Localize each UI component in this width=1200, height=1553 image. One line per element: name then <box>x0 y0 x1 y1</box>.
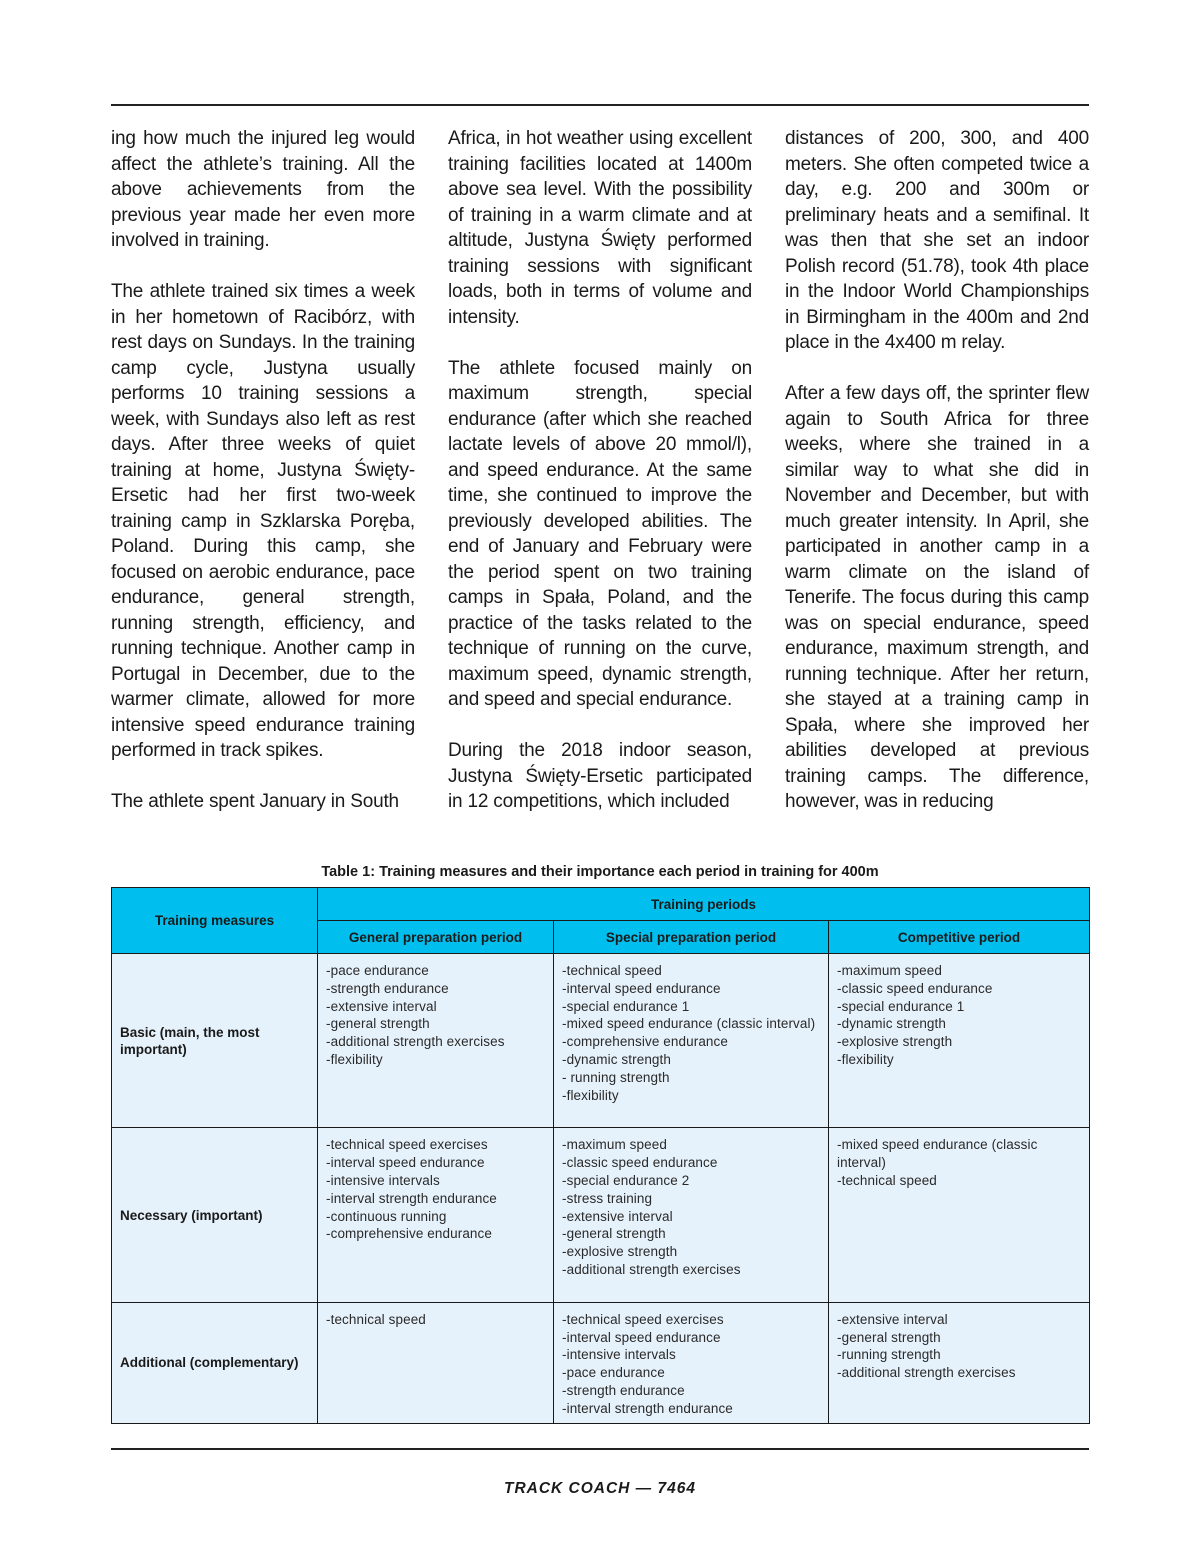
table-cell-item: -comprehensive endurance <box>562 1034 728 1050</box>
table-cell-item: - running strength <box>562 1069 670 1085</box>
table-cell-item: -interval speed endurance <box>562 1329 721 1345</box>
table-cell-item: -special endurance 2 <box>562 1173 690 1188</box>
table-cell-item: -technical speed <box>326 1311 426 1327</box>
table-cell-item: -additional strength exercises <box>326 1034 505 1050</box>
table-cell-item: -special endurance 1 <box>837 998 965 1014</box>
header-training-measures: Training measures <box>112 888 318 954</box>
text-column-2 <box>448 126 752 840</box>
header-special-period: Special preparation period <box>554 921 829 954</box>
cell-competitive <box>829 1128 1090 1302</box>
table-cell-item: -extensive interval <box>562 1208 673 1224</box>
table-cell-item: -strength endurance <box>326 980 449 996</box>
top-rule <box>111 104 1089 106</box>
table-cell-item: -explosive strength <box>562 1244 678 1260</box>
table-cell-item: -technical speed <box>837 1173 937 1188</box>
table-cell-item: -special endurance 1 <box>562 998 690 1014</box>
table-caption: Table 1: Training measures and their importance each period in training for 400m <box>321 864 879 880</box>
table-cell-item: -classic speed endurance <box>562 1155 718 1171</box>
table-cell-item: -intensive intervals <box>562 1347 676 1363</box>
paragraph: distances of 200, 300, and 400 meters. She often competed twice a day, e.g. 200 and 300m or preliminary heats and a semifinal. It was then that she set an indoor Polish record (51.78), took 4th place in the Indoor World Championships in Birmingham in the 400m and 2nd place in the 4x400 m relay. <box>785 128 1089 353</box>
table-cell-item: -flexibility <box>326 1052 383 1068</box>
paragraph: After a few days off, the sprinter flew again to South Africa for three weeks, where she trained in a similar way to what she did in November and December, but with much greater intensity. In April, she participated in another camp in a warm climate on the island of Tenerife. The focus during this camp was on special endurance, speed endurance, maximum strength, and running technique. After her return, she stayed at a training camp in Spała, where she improved her abilities developed at previous training camps. The difference, however, was in reducing <box>785 383 1089 812</box>
table-cell-item: -pace endurance <box>326 963 429 979</box>
page-footer: TRACK COACH — 7464 <box>504 1480 696 1497</box>
table-cell-item: -stress training <box>562 1190 653 1206</box>
table-cell-item: -additional strength exercises <box>562 1261 741 1277</box>
table-cell-item: -flexibility <box>562 1087 619 1103</box>
table-cell-item: -comprehensive endurance <box>326 1226 492 1242</box>
table-cell-item: -technical speed exercises <box>326 1137 488 1153</box>
table-cell-item: -dynamic strength <box>837 1016 946 1032</box>
table-row <box>112 1128 1090 1302</box>
table-cell-item: -mixed speed endurance (classic interval) <box>837 1137 1038 1171</box>
paragraph: The athlete trained six times a week in her hometown of Racibórz, with rest days on Sundays. In the training camp cycle, Justyna usually performs 10 training sessions a week, with Sundays also left as rest days. After three weeks of quiet training at home, Justyna Święty-Ersetic had her first two-week training camp in Szklarska Poręba, Poland. During this camp, she focused on aerobic endurance, pace endurance, general strength, running strength, efficiency, and running technique. Another camp in Portugal in December, due to the warmer climate, allowed for more intensive speed endurance training performed in track spikes. <box>111 281 415 761</box>
paragraph: ing how much the injured leg would affect the athlete’s training. All the above achievements from the previous year made her even more involved in training. <box>111 128 415 251</box>
row-label: Additional (complementary) <box>112 1302 318 1423</box>
text-column-3 <box>785 126 1089 840</box>
table-cell-item: -extensive interval <box>837 1311 948 1327</box>
table-cell-item: -interval speed endurance <box>326 1155 485 1171</box>
table-cell-item: -interval strength endurance <box>562 1400 733 1416</box>
training-table <box>111 887 1090 1424</box>
table-cell-item: -continuous running <box>326 1208 447 1224</box>
table-cell-item: -maximum speed <box>837 963 942 979</box>
table-cell-item: -interval speed endurance <box>562 980 721 996</box>
table-cell-item: -technical speed <box>562 963 662 979</box>
cell-general <box>318 954 554 1128</box>
table-cell-item: -strength endurance <box>562 1382 685 1398</box>
table-row <box>112 1302 1090 1423</box>
cell-competitive <box>829 954 1090 1128</box>
bottom-rule <box>111 1448 1089 1450</box>
table-cell-item: -running strength <box>837 1347 941 1363</box>
table-cell-item: -general strength <box>837 1329 941 1345</box>
header-competitive-period: Competitive period <box>829 921 1090 954</box>
cell-general <box>318 1128 554 1302</box>
table-cell-item: -dynamic strength <box>562 1052 671 1068</box>
paragraph: The athlete spent January in South <box>111 791 399 812</box>
table-cell-item: -general strength <box>562 1226 666 1242</box>
paragraph: Africa, in hot weather using excellent training facilities located at 1400m above sea level. With the possibility of training in a warm climate and at altitude, Justyna Święty performed training sessions with significant loads, both in terms of volume and intensity. <box>448 128 752 328</box>
table-cell-item: -technical speed exercises <box>562 1311 724 1327</box>
table-cell-item: -intensive intervals <box>326 1173 440 1188</box>
table-cell-item: -pace endurance <box>562 1365 665 1381</box>
table-cell-item: -maximum speed <box>562 1137 667 1153</box>
row-label: Necessary (important) <box>112 1128 318 1302</box>
header-training-periods: Training periods <box>318 888 1090 921</box>
table-cell-item: -extensive interval <box>326 998 437 1014</box>
table-cell-item: -mixed speed endurance (classic interval) <box>562 1016 816 1032</box>
cell-competitive <box>829 1302 1090 1423</box>
row-label: Basic (main, the most important) <box>112 954 318 1128</box>
table-row <box>112 954 1090 1128</box>
table-cell-item: -explosive strength <box>837 1034 953 1050</box>
cell-special <box>554 1302 829 1423</box>
table-cell-item: -flexibility <box>837 1052 894 1068</box>
header-general-period: General preparation period <box>318 921 554 954</box>
table-cell-item: -general strength <box>326 1016 430 1032</box>
cell-special <box>554 954 829 1128</box>
table-cell-item: -interval strength endurance <box>326 1190 497 1206</box>
paragraph: The athlete focused mainly on maximum strength, special endurance (after which she reached lactate levels of above 20 mmol/l), and speed endurance. At the same time, she continued to improve the previously developed abilities. The end of January and February were the period spent on two training camps in Spała, Poland, and the practice of the tasks related to the technique of running on the curve, maximum speed, dynamic strength, and speed and special endurance. <box>448 357 752 710</box>
table-cell-item: -additional strength exercises <box>837 1365 1016 1381</box>
article-body <box>111 126 1089 826</box>
table-cell-item: -classic speed endurance <box>837 980 993 996</box>
text-column-1 <box>111 126 415 840</box>
paragraph: During the 2018 indoor season, Justyna Święty-Ersetic participated in 12 competitions, which included <box>448 740 752 812</box>
cell-special <box>554 1128 829 1302</box>
cell-general <box>318 1302 554 1423</box>
